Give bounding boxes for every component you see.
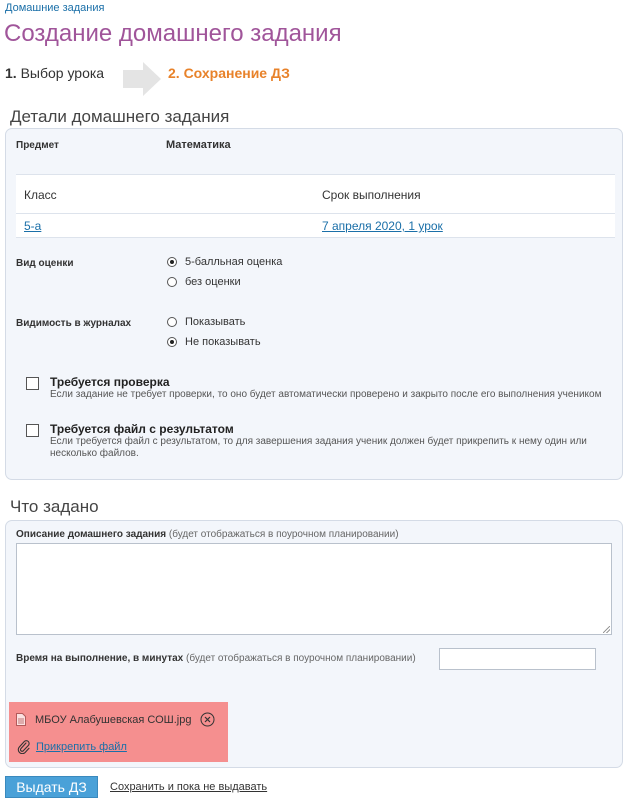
- visibility-option-label: Показывать: [185, 316, 246, 328]
- attach-file-label: Прикрепить файл: [36, 741, 127, 753]
- check-required-desc: Если задание не требует проверки, то оно будет автоматически проверено и закрыто после его выполнения учеником: [50, 389, 602, 400]
- attached-file: [16, 712, 215, 727]
- visibility-radio-show[interactable]: [167, 316, 245, 328]
- radio-selected-icon: [167, 337, 177, 347]
- time-hint: (будет отображаться в поурочном планировании): [186, 653, 416, 664]
- description-textarea[interactable]: [16, 543, 612, 635]
- breadcrumb-link[interactable]: Домашние задания: [5, 2, 105, 14]
- grade-option-label: без оценки: [185, 276, 241, 288]
- save-draft-link[interactable]: Сохранить и пока не выдавать: [110, 781, 268, 793]
- class-table: [16, 174, 615, 238]
- visibility-option-label: Не показывать: [185, 336, 261, 348]
- deadline-header: Срок выполнения: [322, 188, 421, 202]
- step-1-label: Выбор урока: [20, 65, 105, 81]
- class-link[interactable]: 5-а: [24, 219, 42, 233]
- step-arrow-icon: [123, 62, 163, 96]
- attachments-area: [9, 702, 228, 762]
- submit-button[interactable]: Выдать ДЗ: [5, 776, 98, 798]
- radio-unselected-icon: [167, 277, 177, 287]
- wizard-steps: [5, 62, 365, 92]
- paperclip-icon: [17, 740, 31, 754]
- page-title: Создание домашнего задания: [4, 20, 342, 47]
- file-required-option: [26, 422, 611, 462]
- description-hint: (будет отображаться в поурочном планировании): [168, 529, 399, 540]
- radio-unselected-icon: [167, 317, 177, 327]
- grade-option-label: 5-балльная оценка: [185, 256, 283, 268]
- deadline-link[interactable]: 7 апреля 2020, 1 урок: [322, 219, 443, 233]
- class-table-header: [16, 175, 615, 214]
- file-icon: [16, 713, 26, 726]
- check-required-checkbox[interactable]: [26, 377, 39, 390]
- file-required-title: Требуется файл с результатом: [50, 422, 234, 436]
- attach-file-link[interactable]: [17, 740, 127, 754]
- class-header: Класс: [24, 188, 57, 202]
- details-section-title: Детали домашнего задания: [10, 107, 230, 126]
- subject-label: Предмет: [16, 140, 59, 151]
- time-label: [16, 653, 416, 664]
- step-2-label: 2. Сохранение ДЗ: [168, 65, 290, 81]
- remove-file-icon[interactable]: [200, 712, 215, 727]
- time-input[interactable]: [439, 648, 596, 670]
- check-required-title: Требуется проверка: [50, 375, 170, 389]
- table-row: [16, 214, 615, 237]
- grade-radio-none[interactable]: [167, 276, 241, 288]
- visibility-radio-hide[interactable]: [167, 336, 261, 348]
- assignment-section-title: Что задано: [10, 497, 99, 516]
- file-required-checkbox[interactable]: [26, 424, 39, 437]
- radio-selected-icon: [167, 257, 177, 267]
- time-label-text: Время на выполнение, в минутах: [16, 653, 184, 664]
- step-1[interactable]: [5, 65, 104, 81]
- step-1-number: 1.: [5, 65, 17, 81]
- grade-type-label: Вид оценки: [16, 258, 74, 269]
- details-panel: [5, 128, 623, 480]
- visibility-label: Видимость в журналах: [16, 318, 132, 329]
- file-name: МБОУ Алабушевская СОШ.jpg: [35, 713, 192, 726]
- description-label-text: Описание домашнего задания: [16, 529, 167, 540]
- grade-radio-5point[interactable]: [167, 256, 282, 268]
- subject-value: Математика: [166, 139, 231, 151]
- description-label: [16, 529, 399, 540]
- check-required-option: [26, 375, 611, 415]
- file-required-desc: Если требуется файл с результатом, то для завершения задания ученик должен будет прикрепить к нему один или несколько файлов.: [50, 436, 587, 459]
